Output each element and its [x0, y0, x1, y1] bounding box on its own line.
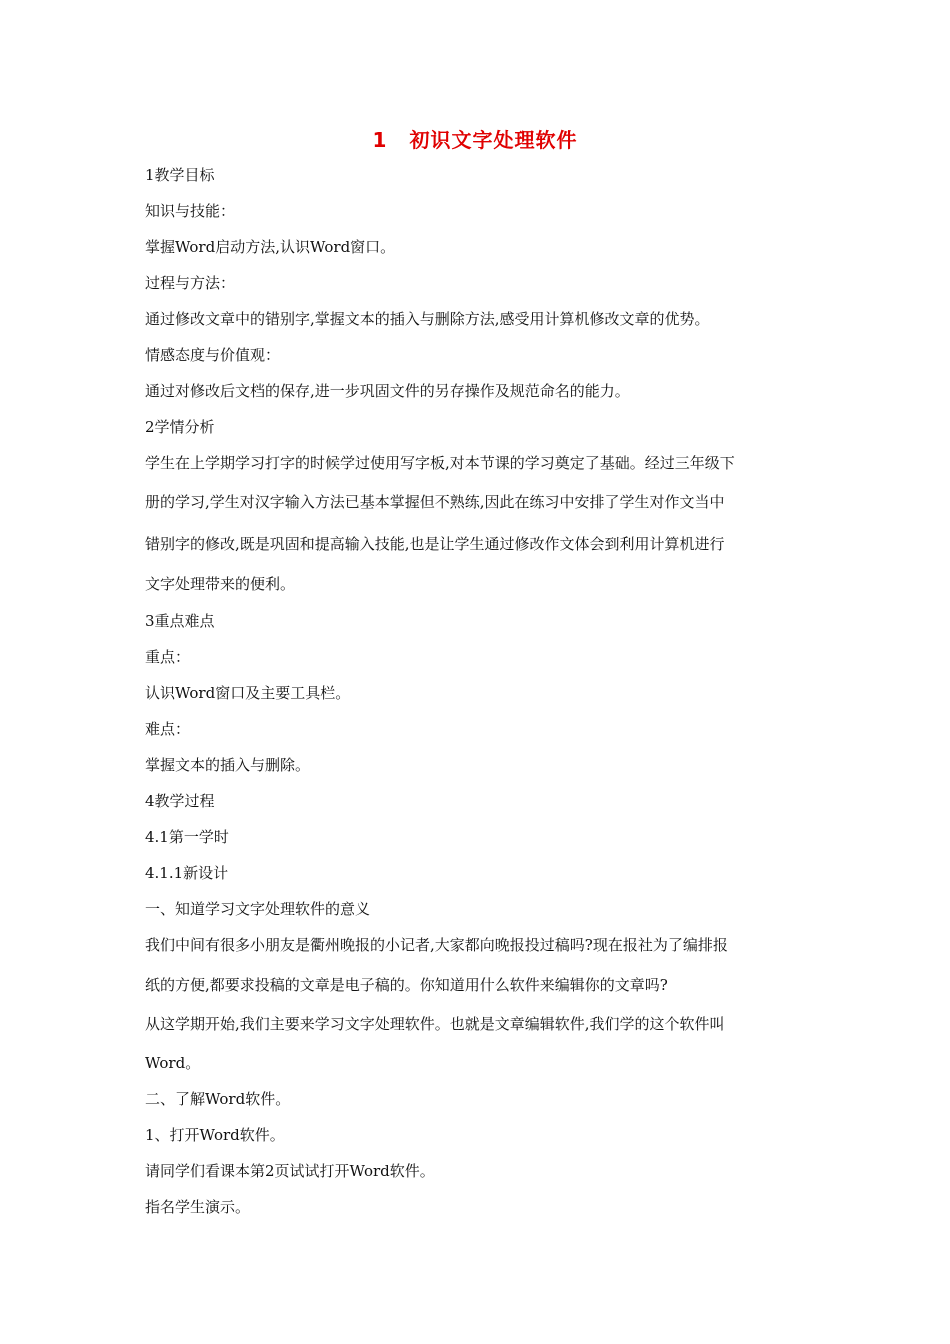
section-heading: 3重点难点 [145, 612, 215, 630]
paragraph: 掌握文本的插入与删除。 [145, 756, 311, 774]
paragraph-line: 学生在上学期学习打字的时候学过使用写字板,对本节课的学习奠定了基础。经过三年级下 [145, 454, 735, 472]
subheading: 知识与技能： [145, 202, 236, 220]
paragraph: 掌握Word启动方法,认识Word窗口。 [145, 238, 396, 256]
subheading: 重点： [145, 648, 191, 666]
paragraph: 通过对修改后文档的保存,进一步巩固文件的另存操作及规范命名的能力。 [145, 382, 630, 400]
paragraph: 通过修改文章中的错别字,掌握文本的插入与删除方法,感受用计算机修改文章的优势。 [145, 310, 710, 328]
subheading: 难点： [145, 720, 191, 738]
paragraph-line: 错别字的修改,既是巩固和提高输入技能,也是让学生通过修改作文体会到利用计算机进行 [145, 535, 725, 553]
page-title [0, 124, 950, 153]
subsection-heading: 4.1.1新设计 [145, 864, 229, 882]
subsection-heading: 4.1第一学时 [145, 828, 229, 846]
paragraph-line: 从这学期开始,我们主要来学习文字处理软件。也就是文章编辑软件,我们学的这个软件叫 [145, 1015, 725, 1033]
paragraph: 二、了解Word软件。 [145, 1090, 291, 1108]
paragraph-line: 我们中间有很多小朋友是衢州晚报的小记者,大家都向晚报投过稿吗?现在报社为了编排报 [145, 936, 728, 954]
section-heading: 2学情分析 [145, 418, 215, 436]
subheading: 过程与方法： [145, 274, 236, 292]
paragraph: 请同学们看课本第2页试试打开Word软件。 [145, 1162, 435, 1180]
section-heading: 1教学目标 [145, 166, 215, 184]
paragraph: 指名学生演示。 [145, 1198, 251, 1216]
section-heading: 4教学过程 [145, 792, 215, 810]
paragraph: 1、打开Word软件。 [145, 1126, 285, 1144]
title-number: 1 [372, 128, 388, 152]
subheading: 情感态度与价值观： [145, 346, 281, 364]
paragraph: 认识Word窗口及主要工具栏。 [145, 684, 351, 702]
paragraph-line: 文字处理带来的便利。 [145, 575, 296, 593]
title-text: 初识文字处理软件 [409, 128, 578, 152]
paragraph-line: Word。 [145, 1054, 201, 1072]
paragraph-line: 纸的方便,都要求投稿的文章是电子稿的。你知道用什么软件来编辑你的文章吗? [145, 976, 668, 994]
paragraph-line: 册的学习,学生对汉字输入方法已基本掌握但不熟练,因此在练习中安排了学生对作文当中 [145, 493, 725, 511]
paragraph: 一、知道学习文字处理软件的意义 [145, 900, 371, 918]
